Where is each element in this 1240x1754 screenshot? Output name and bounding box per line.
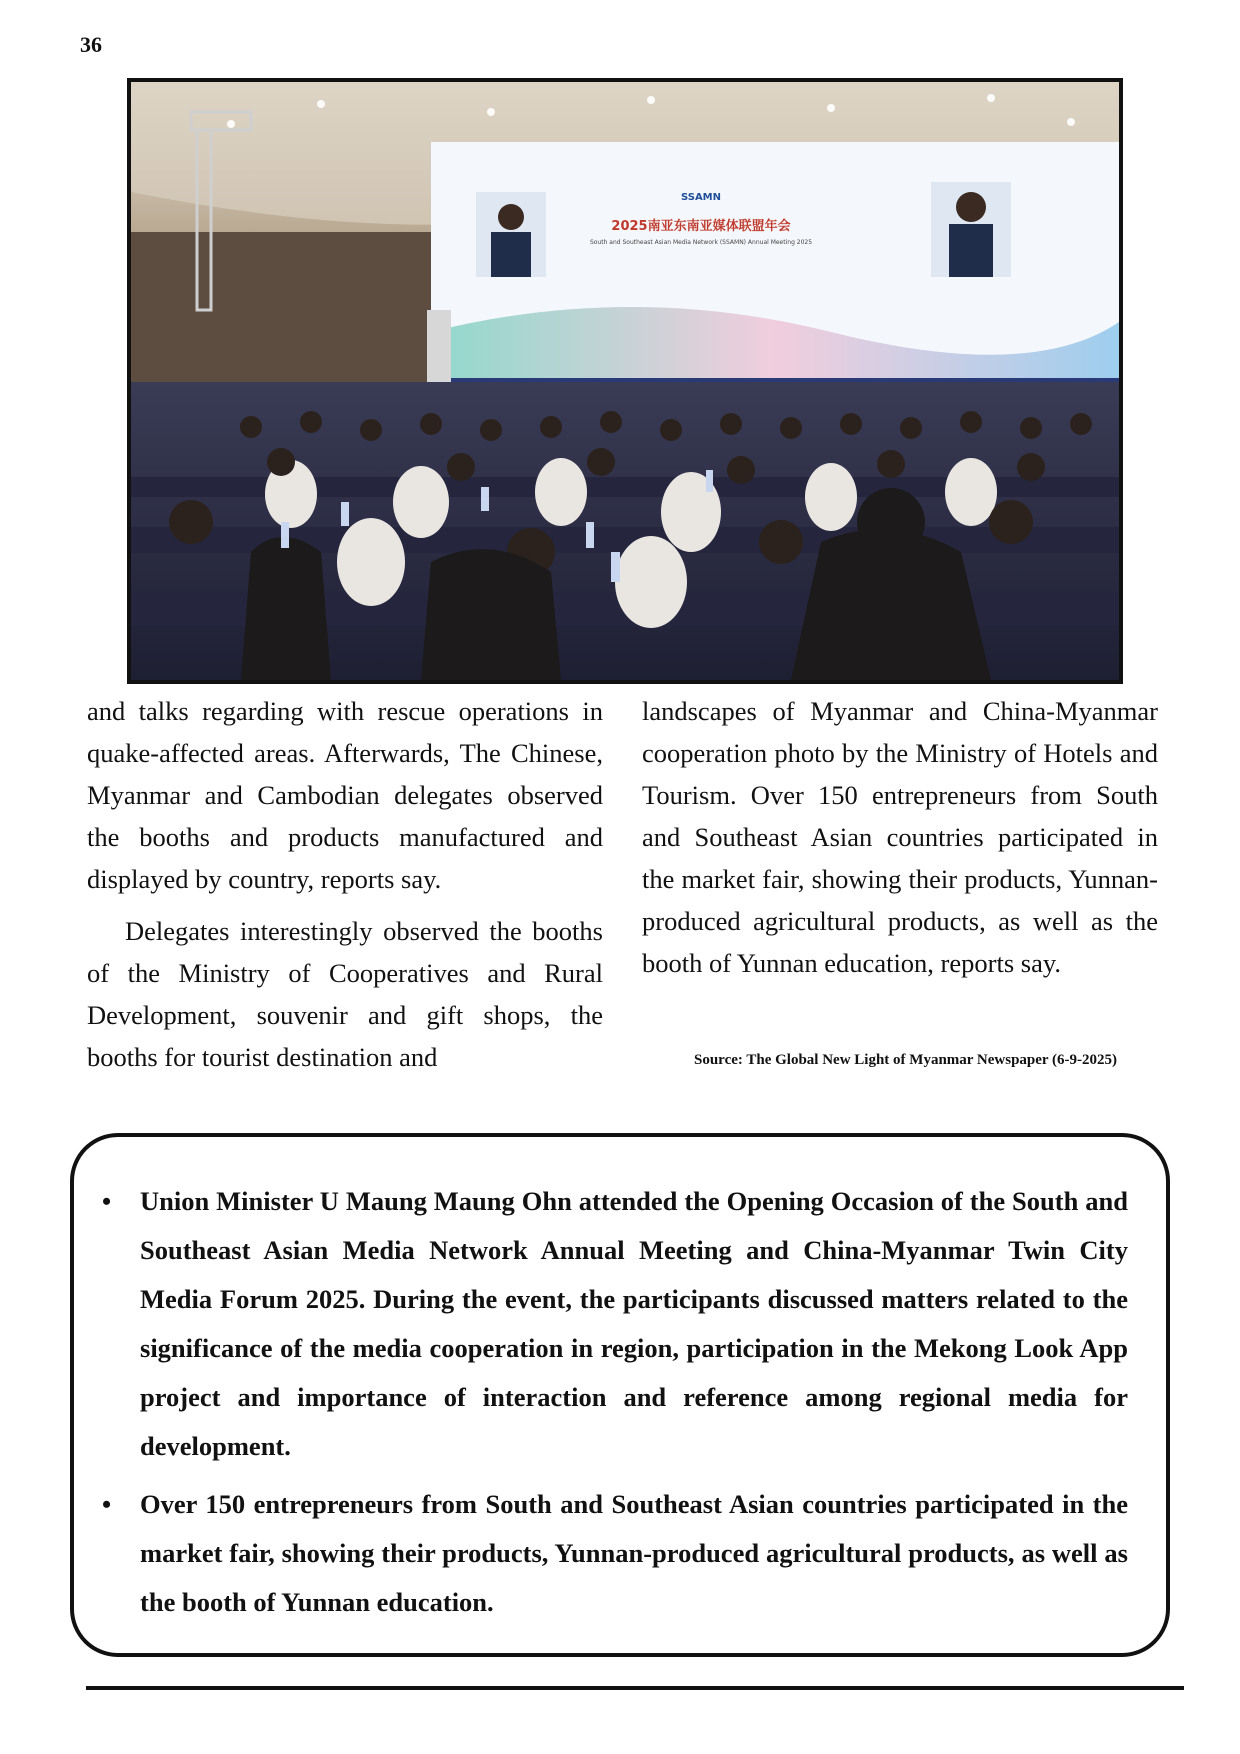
article-paragraph-2: Delegates interestingly observed the booths of the Ministry of Cooperatives and Rural Development, souvenir and gift shops, the booths for tourist destination and [87, 916, 603, 1072]
summary-item [102, 1177, 1128, 1471]
article-paragraph-1: and talks regarding with rescue operations in quake-affected areas. Afterwards, The Chinese, Myanmar and Cambodian delegates observed the booths and products manufactured and displayed by country, reports say. [87, 696, 603, 894]
screen-subtitle: South and Southeast Asian Media Network (SSAMN) Annual Meeting 2025 [589, 239, 813, 246]
screen-logo: SSAMN [680, 192, 722, 203]
article-paragraph-3: landscapes of Myanmar and China-Myanmar cooperation photo by the Ministry of Hotels and Tourism. Over 150 entrepreneurs from South and Southeast Asian countries participated in the market fair, showing their products, Yunnan-produced agricultural products, as well as the booth of Yunnan education, reports say. [642, 696, 1158, 978]
summary-item-text: Over 150 entrepreneurs from South and Southeast Asian countries participated in the market fair, showing their products, Yunnan-produced agricultural products, as well as the booth of Yunnan education. [140, 1489, 1128, 1617]
summary-box [70, 1133, 1170, 1657]
conference-hall-illustration [131, 82, 1119, 680]
bullet-icon: • [102, 1490, 112, 1519]
bottom-divider [86, 1686, 1184, 1690]
summary-item [102, 1480, 1128, 1627]
bullet-icon: • [102, 1187, 112, 1216]
source-credit: Source: The Global New Light of Myanmar Newspaper (6-9-2025) [694, 1052, 1118, 1068]
summary-item-text: Union Minister U Maung Maung Ohn attended the Opening Occasion of the South and Southeast Asian Media Network Annual Meeting and China-Myanmar Twin City Media Forum 2025. During the event, the participants discussed matters related to the significance of the media cooperation in region, participation in the Mekong Look App project and importance of interaction and reference among regional media for development. [140, 1186, 1128, 1461]
article-left-column [87, 690, 603, 1078]
conference-photo [127, 78, 1123, 684]
page-number: 36 [80, 32, 102, 57]
screen-title: 2025南亚东南亚媒体联盟年会 [611, 219, 791, 234]
article-right-column [642, 690, 1158, 984]
